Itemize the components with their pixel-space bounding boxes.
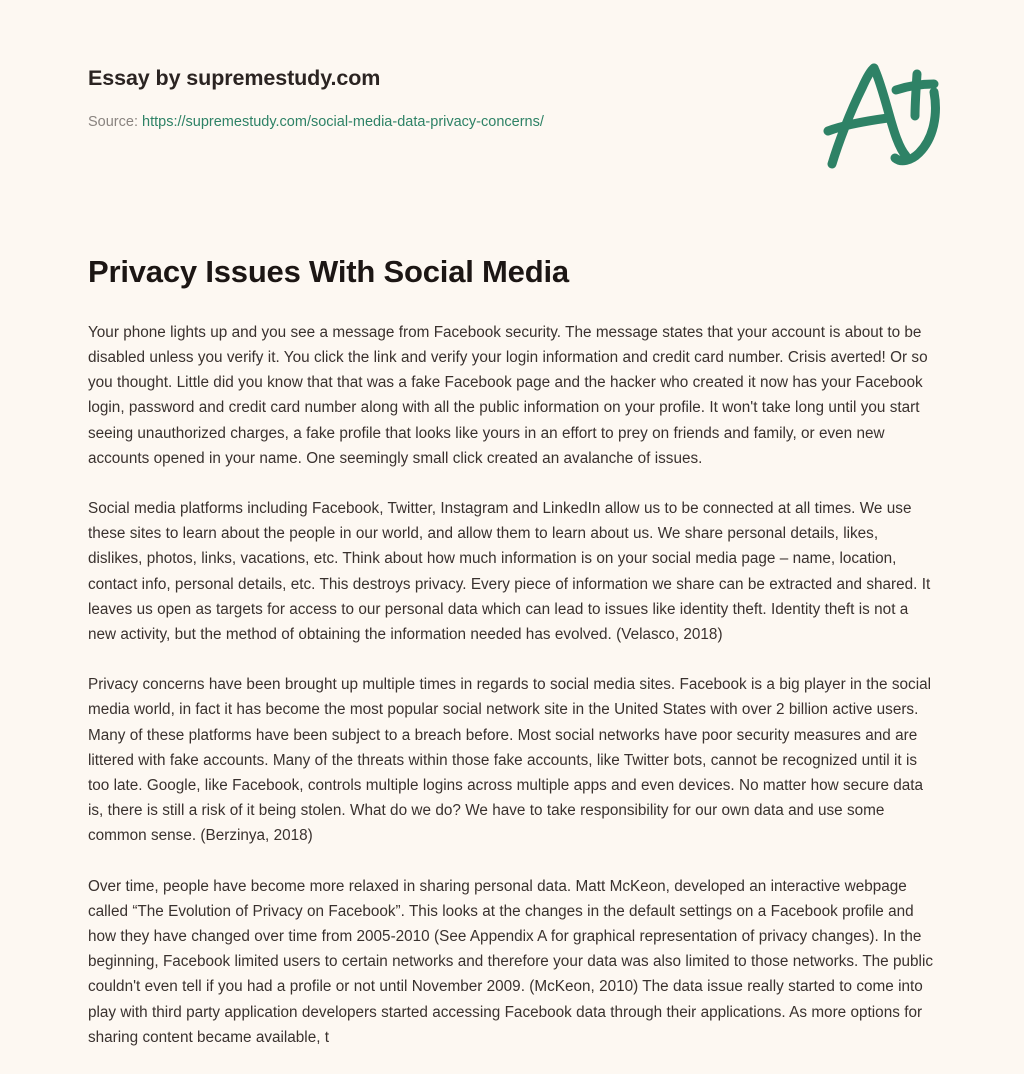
a-plus-logo-icon: [816, 52, 946, 172]
source-url-link[interactable]: https://supremestudy.com/social-media-data-privacy-concerns/: [142, 113, 544, 130]
page-header: [88, 0, 936, 130]
essay-paragraph: Social media platforms including Facebook, Twitter, Instagram and LinkedIn allow us to be connected at all times. We use these sites to learn about the people in our world, and allow them to learn about us. We share personal details, likes, dislikes, photos, links, vacations, etc. Think about how much information is on your social media page – name, location, contact info, personal details, etc. This destroys privacy. Every piece of information we share can be extracted and shared. It leaves us open as targets for access to our personal data which can lead to issues like identity theft. Identity theft is not a new activity, but the method of obtaining the information needed has evolved. (Velasco, 2018): [88, 499, 931, 643]
essay-paragraph: Your phone lights up and you see a message from Facebook security. The message states that your account is about to be disabled unless you verify it. You click the link and verify your login information and credit card number. Crisis averted! Or so you thought. Little did you know that that was a fake Facebook page and the hacker who created it now has your Facebook login, password and credit card number along with all the public information on your profile. It won't take long until you start seeing unauthorized charges, a fake profile that looks like yours in an effort to prey on friends and family, or even new accounts opened in your name. One seemingly small click created an avalanche of issues.: [88, 323, 928, 467]
essay-paragraph: Privacy concerns have been brought up multiple times in regards to social media sites. Facebook is a big player in the social media world, in fact it has become the most popular social network site in the United States with over 2 billion active users. Many of these platforms have been subject to a breach before. Most social networks have poor security measures and are littered with fake accounts. Many of the threats within those fake accounts, like Twitter bots, cannot be recognized until it is too late. Google, like Facebook, controls multiple logins across multiple apps and even devices. No matter how secure data is, there is still a risk of it being stolen. What do we do? We have to take responsibility for our own data and use some common sense. (Berzinya, 2018): [88, 676, 932, 845]
source-label: Source:: [88, 113, 138, 130]
essay-byline: Essay by supremestudy.com: [88, 66, 381, 90]
essay-paragraph: Over time, people have become more relaxed in sharing personal data. Matt McKeon, developed an interactive webpage called “The Evolution of Privacy on Facebook”. This looks at the changes in the default settings on a Facebook profile and how they have changed over time from 2005-2010 (See Appendix A for graphical representation of privacy changes). In the beginning, Facebook limited users to certain networks and therefore your data was also limited to those networks. The public couldn't even tell if you had a profile or not until November 2009. (McKeon, 2010) The data issue really started to come into play with third party application developers started accessing Facebook data through their applications. As more options for sharing content became available, t: [88, 877, 933, 1046]
essay-body: [88, 292, 936, 1050]
page-title: Privacy Issues With Social Media: [88, 254, 569, 289]
source-line: [88, 114, 936, 131]
